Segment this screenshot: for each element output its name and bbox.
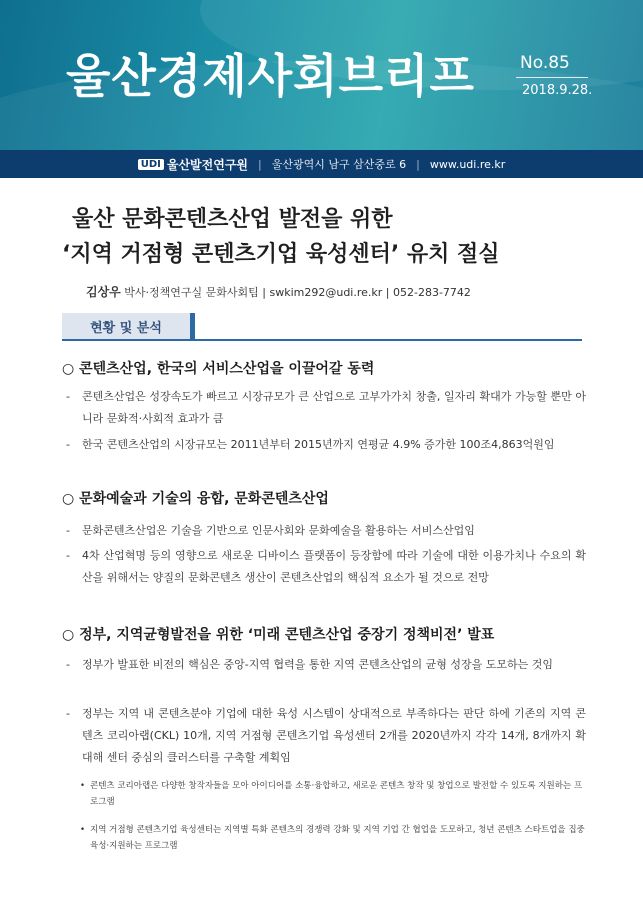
udi-logo-icon: UDI [138,159,164,170]
publisher-info-bar [0,150,643,178]
list-item [66,545,586,589]
publisher-website[interactable]: www.udi.re.kr [429,157,506,171]
list-item [66,434,586,456]
subsection-heading: ○ 정부, 지역균형발전을 위한 ‘미래 콘텐츠산업 중장기 정책비전’ 발표 [62,627,495,643]
author-name: 김상우 [86,285,121,299]
dot-bullet: • [80,781,86,791]
publication-title: 울산경제사회브리프 [66,49,475,103]
author-line [86,283,471,300]
issue-date: 2018.9.28. [522,83,593,98]
headline-line-1: 울산 문화콘텐츠산업 발전을 위한 [72,207,393,232]
list-item [66,654,586,676]
list-item-text: 4차 산업혁명 등의 영향으로 새로운 디바이스 플랫폼이 등장함에 따라 기술에 대한 이용가치나 수요의 확산을 위해서는 양질의 문화콘텐츠 생산이 콘텐츠산업의 핵심적 요소가 될 것으로 전망 [82,549,586,584]
list-item-text: 문화콘텐츠산업은 기술을 기반으로 인문사회와 문화예술을 활용하는 서비스산업임 [82,524,475,537]
dash-bullet: - [66,549,70,562]
list-item-text: 정부는 지역 내 콘텐츠분야 기업에 대한 육성 시스템이 상대적으로 부족하다는 판단 하에 기존의 지역 콘텐츠 코리아랩(CKL) 10개, 지역 거점형 콘텐츠기업 육성센터 2개를 2020년까지 각각 14개, 8개까지 확대해 센터 중심의 클러스터를 구축할 계획임 [82,707,586,764]
dot-bullet: • [80,825,86,835]
subsection-heading: ○ 문화예술과 기술의 융합, 문화콘텐츠산업 [62,491,329,507]
header-banner [0,0,643,150]
section-rule [62,339,582,341]
separator: | [258,157,262,171]
list-item [66,386,586,430]
list-item-text: 한국 콘텐츠산업의 시장규모는 2011년부터 2015년까지 연평균 4.9% 증가한 100조4,863억원임 [82,438,555,451]
publisher-logo [138,156,248,173]
dash-bullet: - [66,390,70,403]
section-label: 현황 및 분석 [90,320,162,336]
footnote-text: 콘텐츠 코리아랩은 다양한 창작자들을 모아 아이디어를 소통·융합하고, 새로운 콘텐츠 창작 및 창업으로 발전할 수 있도록 지원하는 프로그램 [90,781,583,807]
issue-divider [516,77,588,78]
dash-bullet: - [66,707,70,720]
section-tab [62,313,190,339]
publisher-address: 울산광역시 남구 삼산중로 6 [271,158,407,171]
footnote-item [80,822,585,854]
separator: | [416,157,420,171]
subsection-heading: ○ 콘텐츠산업, 한국의 서비스산업을 이끌어갈 동력 [62,361,375,377]
dash-bullet: - [66,658,70,671]
publisher-name: 울산발전연구원 [166,157,249,172]
headline-line-2: ‘지역 거점형 콘텐츠기업 육성센터’ 유치 절실 [62,242,500,267]
issue-number: No.85 [520,53,570,73]
dash-bullet: - [66,524,70,537]
list-item-text: 콘텐츠산업은 성장속도가 빠르고 시장규모가 큰 산업으로 고부가가치 창출, 일자리 확대가 가능할 뿐만 아니라 문화적·사회적 효과가 큼 [82,390,586,425]
footnote-item [80,778,585,810]
author-details: 박사·정책연구실 문화사회팀 | swkim292@udi.re.kr | 052-283-7742 [124,286,471,299]
footnote-text: 지역 거점형 콘텐츠기업 육성센터는 지역별 특화 콘텐츠의 경쟁력 강화 및 지역 기업 간 협업을 도모하고, 청년 콘텐츠 스타트업을 집중 육성·지원하는 프로그램 [90,825,585,851]
dash-bullet: - [66,438,70,451]
list-item [66,520,586,542]
list-item-text: 정부가 발표한 비전의 핵심은 중앙-지역 협력을 통한 지역 콘텐츠산업의 균형 성장을 도모하는 것임 [82,658,553,671]
list-item [66,703,586,769]
